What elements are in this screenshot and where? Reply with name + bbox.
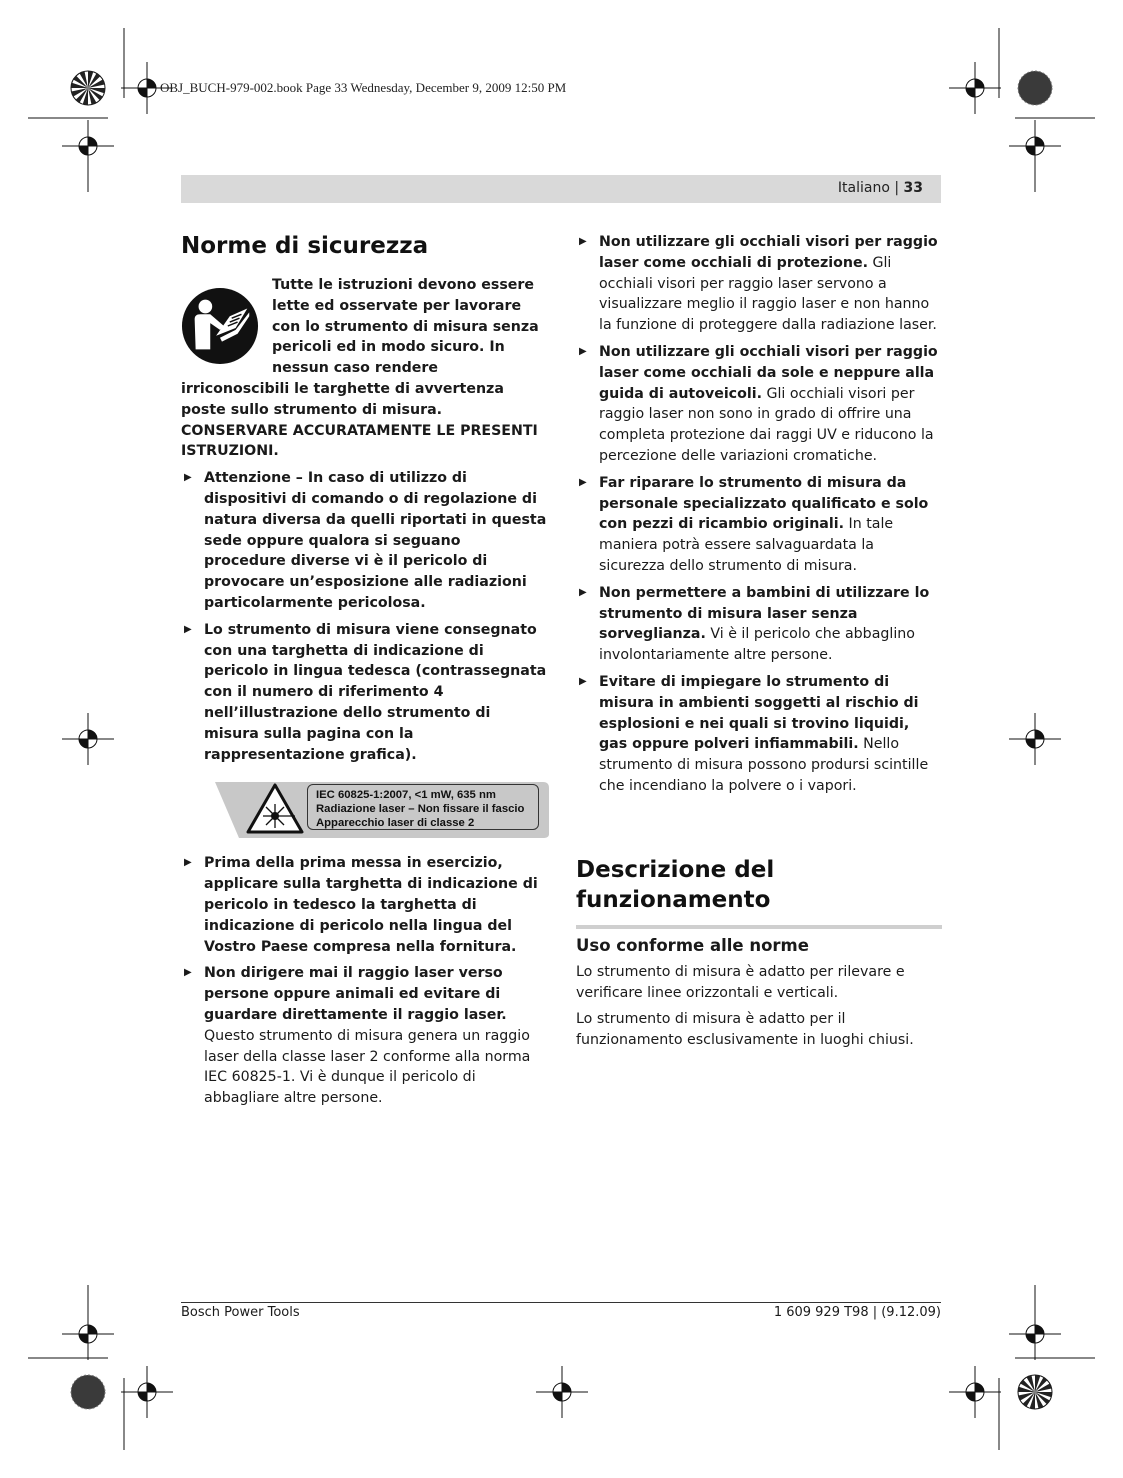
warning-bold-text: Lo strumento di misura viene consegnato con una targhetta di indicazione di pericolo in lingua tedesca (contrassegnata con il numero di riferimento 4 nell’illustrazione dello strumento di misura sulla pagina con la rappresentazione grafica). [204, 621, 547, 763]
safety-warnings-list [181, 468, 547, 765]
page-number: 33 [903, 180, 923, 196]
footer-brand: Bosch Power Tools [181, 1305, 300, 1320]
warning-bold-text: Non utilizzare gli occhiali visori per raggio laser come occhiali di protezione. [599, 234, 938, 271]
warning-bold-text: Evitare di impiegare lo strumento di misura in ambienti soggetti al rischio di esplosioni e nei quali si trovino liquidi, gas oppure polveri infiammabili. [599, 673, 919, 753]
safety-title: Norme di sicurezza [181, 233, 429, 259]
warning-text: Gli occhiali visori per raggio laser servono a visualizzare meglio il raggio laser e non hanno la funzione di proteggere dalla radiazione laser. [599, 254, 937, 334]
list-item [181, 963, 547, 1109]
laser-label-line-2: Radiazione laser – Non fissare il fascio [316, 803, 525, 816]
page-header [838, 180, 923, 196]
safety-intro [181, 275, 547, 462]
warning-text: Questo strumento di misura genera un raggio laser della classe laser 2 conforme alla norma IEC 60825-1. Vi è dunque il pericolo di abbagliare altre persone. [204, 1027, 531, 1107]
header-language: Italiano [837, 180, 890, 196]
subsection-title: Uso conforme alle norme [576, 935, 809, 955]
print-slug: OBJ_BUCH-979-002.book Page 33 Wednesday, December 9, 2009 12:50 PM [160, 80, 567, 95]
section-rule [576, 925, 942, 929]
laser-warning-icon [245, 782, 305, 836]
warning-bold-text: Non dirigere mai il raggio laser verso persone oppure animali ed evitare di guardare direttamente il raggio laser. [204, 965, 507, 1023]
list-item [576, 473, 942, 577]
warning-text: Nello strumento di misura possono prodursi scintille che incendiano la polvere o i vapori. [599, 736, 929, 794]
safety-warnings-list-right [576, 232, 942, 797]
safety-warnings-list-continued [181, 853, 547, 1109]
read-manual-icon [181, 287, 259, 365]
warning-bold-text: Far riparare lo strumento di misura da personale specializzato qualificato e solo con pezzi di ricambio originali. [599, 474, 929, 533]
warning-bold-text: Non utilizzare gli occhiali visori per raggio laser come occhiali da sole e neppure alla guida di autoveicoli. [599, 343, 938, 402]
warning-text: Gli occhiali visori per raggio laser non sono in grado di offrire una completa protezione dai raggi UV e riducono la percezione delle variazioni cromatiche. [599, 385, 934, 464]
laser-label-line-3: Apparecchio laser di classe 2 [316, 817, 475, 830]
list-item [576, 583, 942, 666]
list-item [576, 672, 942, 797]
warning-bold-text: Prima della prima messa in esercizio, applicare sulla targhetta di indicazione di pericolo in tedesco la targhetta di indicazione di pericolo nella lingua del Vostro Paese compresa nella fornitura. [204, 855, 538, 955]
left-column [181, 230, 547, 1115]
list-item [576, 342, 942, 467]
warning-bold-text: Attenzione – In caso di utilizzo di dispositivi di comando o di regolazione di natura diversa da quelli riportati in questa sede oppure qualora si seguano procedure diverse vi è il pericolo di provocare un’esposizione alle radiazioni particolarmente pericolosa. [204, 470, 547, 611]
page-header-bar [181, 175, 941, 203]
header-separator: | [894, 180, 900, 196]
right-column [576, 232, 942, 1057]
safety-intro-text: Tutte le istruzioni devono essere lette ed osservate per lavorare con lo strumento di misura senza pericoli ed in modo sicuro. In nessun caso rendere irriconoscibili le targhette di avvertenza poste sullo strumento di misura. CONSERVARE ACCURATAMENTE LE PRESENTI ISTRUZIONI. [181, 277, 539, 460]
laser-label-text [307, 784, 539, 830]
section-title: Descrizione del funzionamento [576, 856, 775, 913]
laser-warning-label [209, 778, 549, 840]
warning-text: Vi è il pericolo che abbaglino involontariamente altre persone. [599, 626, 915, 664]
warning-bold-text: Non permettere a bambini di utilizzare lo strumento di misura laser senza sorveglianza. [599, 584, 930, 643]
paragraph: Lo strumento di misura è adatto per rilevare e verificare linee orizzontali e verticali. [576, 963, 905, 1001]
paragraph: Lo strumento di misura è adatto per il funzionamento esclusivamente in luoghi chiusi. [576, 1011, 914, 1049]
footer-rule [181, 1302, 941, 1303]
list-item [576, 232, 942, 336]
list-item [181, 468, 547, 614]
warning-text: In tale maniera potrà essere salvaguardata la sicurezza dello strumento di misura. [599, 516, 894, 574]
footer-doc-number: 1 609 929 T98 | (9.12.09) [773, 1305, 941, 1320]
list-item [181, 853, 547, 957]
laser-label-line-1: IEC 60825-1:2007, <1 mW, 635 nm [316, 789, 496, 802]
list-item [181, 620, 547, 766]
